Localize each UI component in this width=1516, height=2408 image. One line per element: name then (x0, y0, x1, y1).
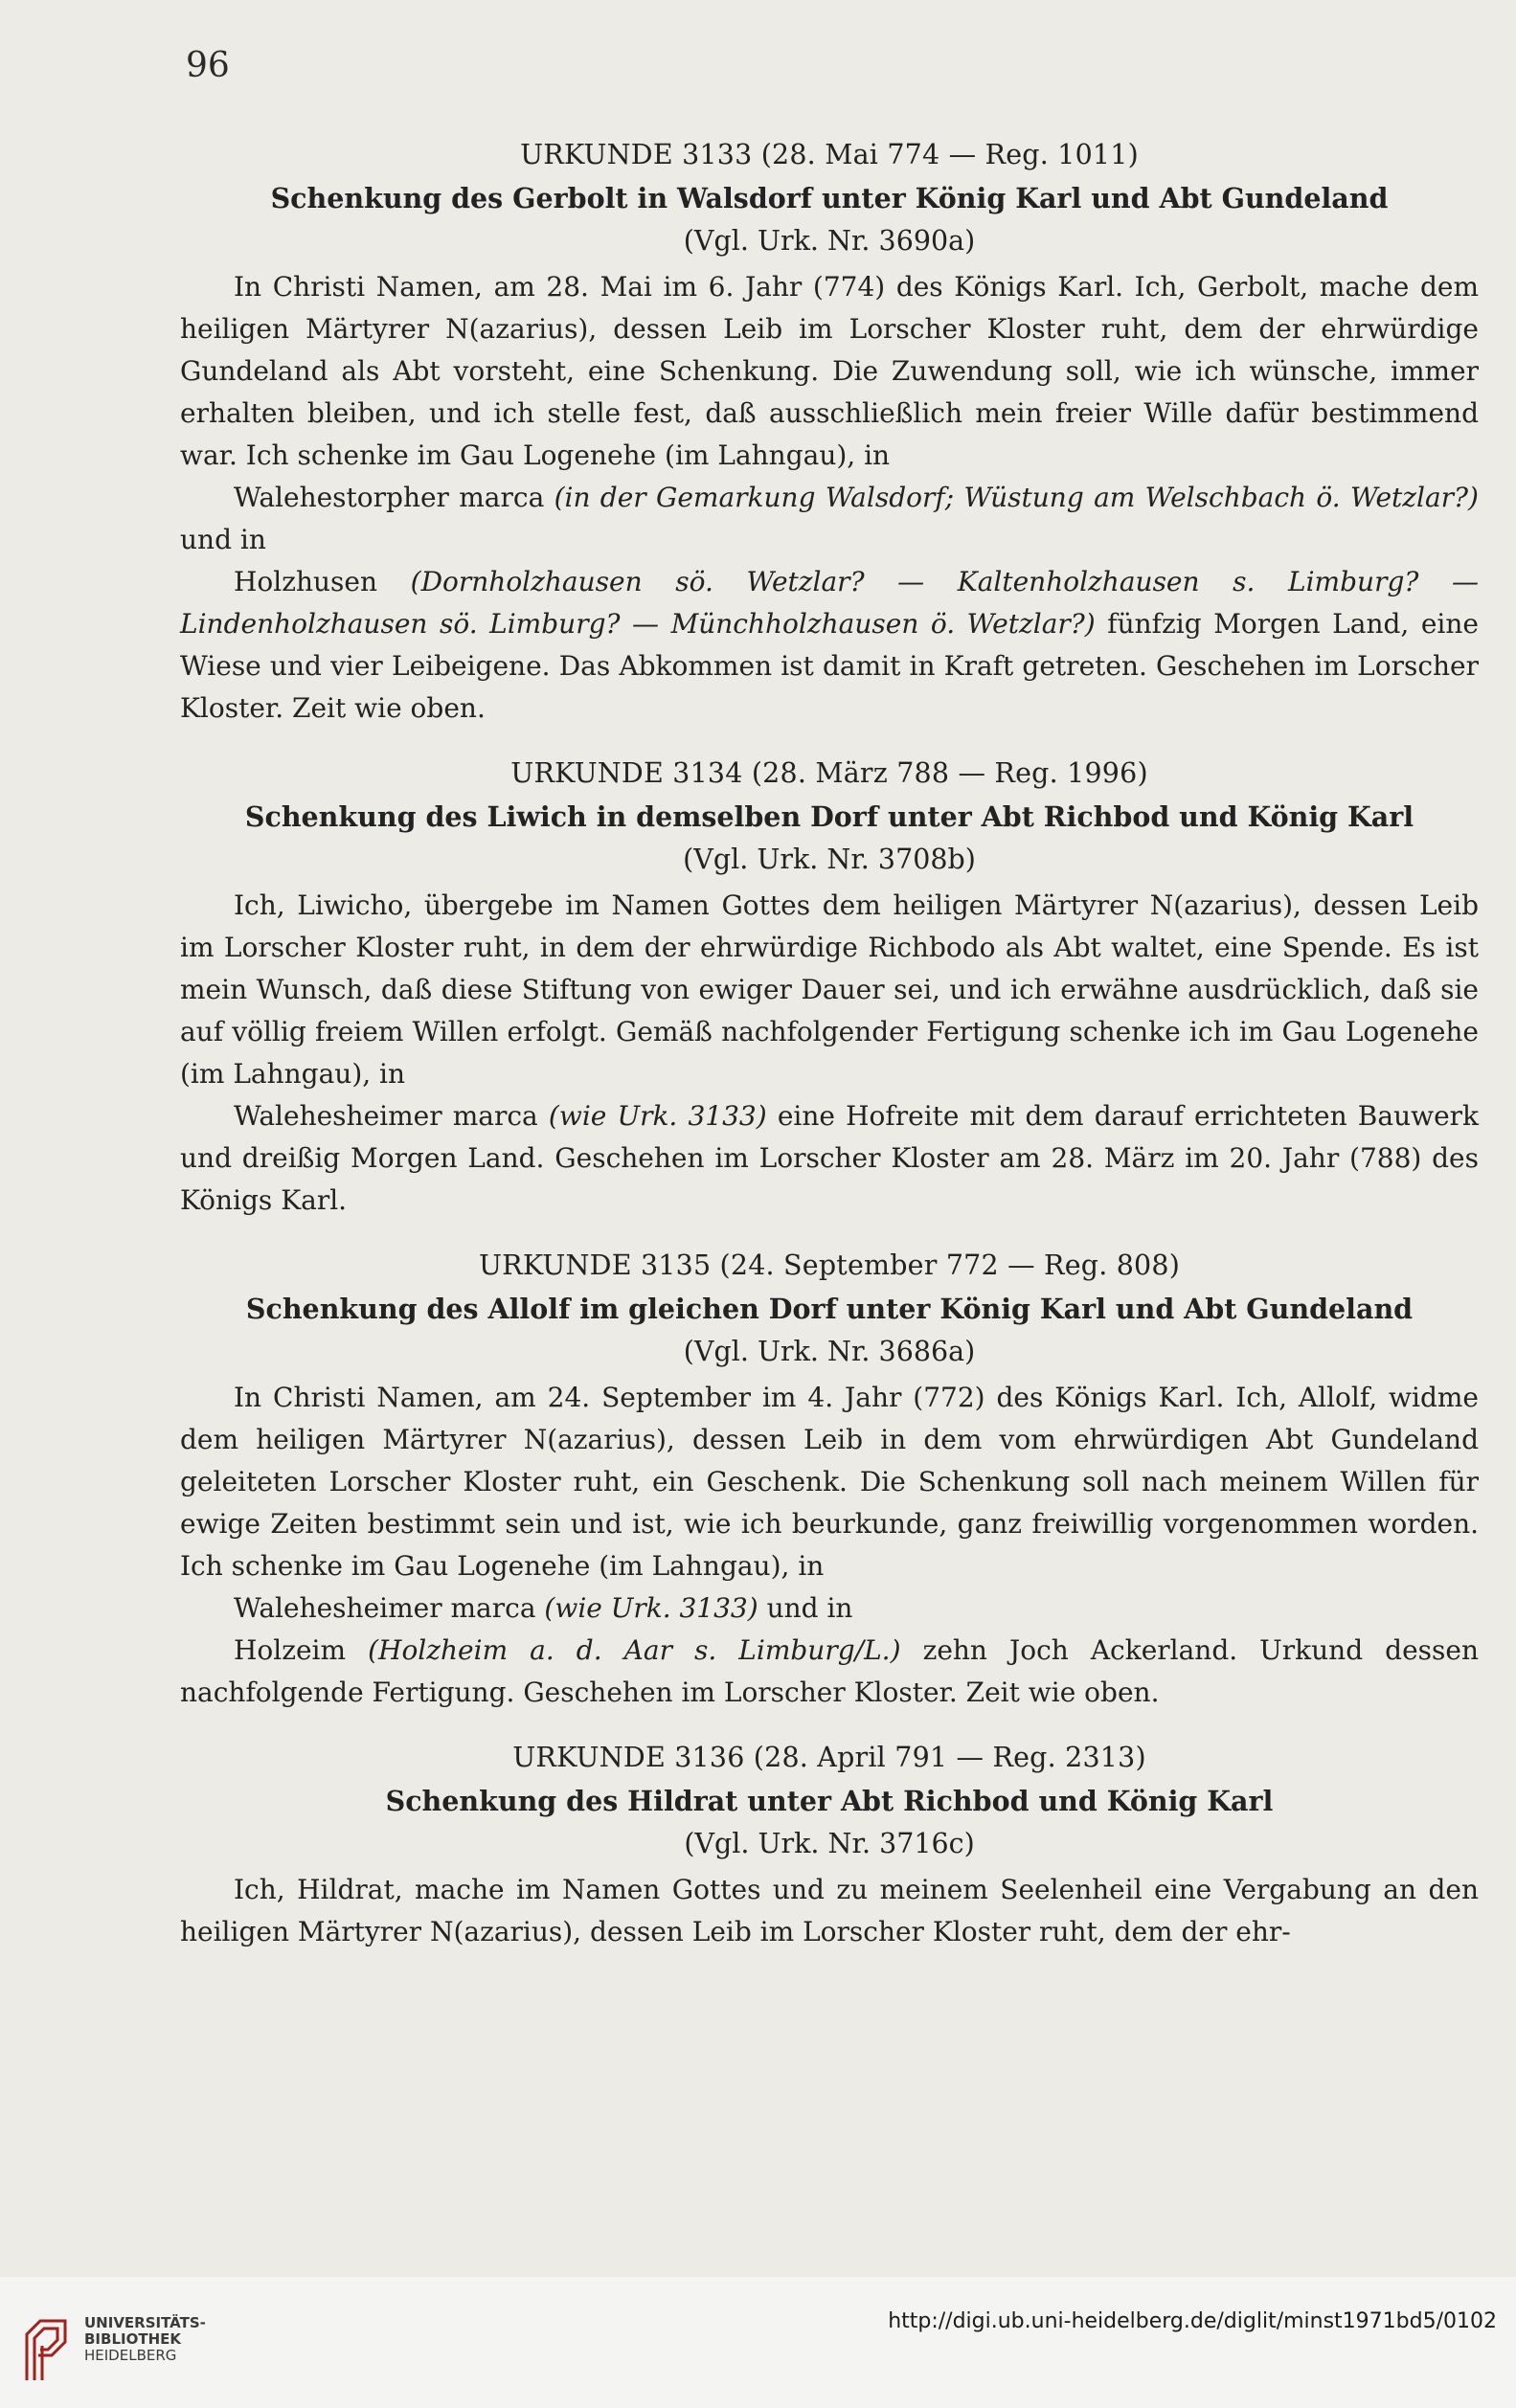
document-reference: (Vgl. Urk. Nr. 3716c) (684, 1828, 975, 1859)
document-body: In Christi Namen, am 28. Mai im 6. Jahr (774) des Königs Karl. Ich, Gerbolt, mache dem heiligen Märtyrer N(azarius), dessen Leib im Lorscher Kloster ruht, dem der ehrwürdige Gundeland als Abt vorsteht, eine Schenkung. Die Zuwendung soll, wie ich wünsche, immer erhalten bleiben, und ich stelle fest, daß ausschließlich mein freier Wille dafür bestimmend war. Ich schenke im Gau Logenehe (im Lahngau), in (180, 271, 1479, 471)
document-reference: (Vgl. Urk. Nr. 3708b) (683, 844, 976, 875)
place-name: Walehesheimer marca (234, 1100, 538, 1132)
document-heading: URKUNDE 3135 (24. September 772 — Reg. 808) (478, 1249, 1181, 1281)
document-3135 (180, 1245, 1479, 1714)
place-text: fünfzig Morgen Land, eine Wiese und vier Leibeigene. Das Abkommen ist damit in Kraft getreten. Geschehen im Lorscher Kloster. Zeit wie oben. (180, 608, 1479, 724)
place-note: (wie Urk. 3133) (548, 1100, 767, 1132)
place-entry (180, 1630, 1479, 1714)
place-note: (wie Urk. 3133) (544, 1592, 758, 1624)
library-name-line: BIBLIOTHEK (84, 2330, 181, 2348)
footer-bar (0, 2277, 1516, 2408)
page-number: 96 (186, 46, 230, 85)
document-body: Ich, Liwicho, übergebe im Namen Gottes dem heiligen Märtyrer N(azarius), dessen Leib im Lorscher Kloster ruht, in dem der ehrwürdige Richbodo als Abt waltet, eine Spende. Es ist mein Wunsch, daß diese Stiftung von ewiger Dauer sei, und ich erwähne ausdrücklich, daß sie auf völlig freiem Willen erfolgt. Gemäß nachfolgender Fertigung schenke ich im Gau Logenehe (im Lahngau), in (180, 889, 1479, 1090)
place-entry (180, 1587, 1479, 1630)
document-3136 (180, 1737, 1479, 1953)
document-title: Schenkung des Liwich in demselben Dorf unter Abt Richbod und König Karl (244, 800, 1414, 833)
place-note: (in der Gemarkung Walsdorf; Wüstung am Welschbach ö. Wetzlar?) (554, 482, 1479, 513)
document-title: Schenkung des Gerbolt in Walsdorf unter König Karl und Abt Gundeland (270, 182, 1389, 214)
place-name: Walehestorpher marca (234, 482, 545, 513)
document-body: Ich, Hildrat, mache im Namen Gottes und zu meinem Seelenheil eine Vergabung an den heiligen Märtyrer N(azarius), dessen Leib im Lorscher Kloster ruht, dem der ehr- (180, 1874, 1479, 1947)
document-heading: URKUNDE 3134 (28. März 788 — Reg. 1996) (510, 757, 1148, 789)
place-text: zehn Joch Ackerland. Urkund dessen nachfolgende Fertigung. Geschehen im Lorscher Kloster. Zeit wie oben. (180, 1634, 1479, 1708)
document-heading: URKUNDE 3136 (28. April 791 — Reg. 2313) (512, 1742, 1146, 1773)
place-entry (180, 561, 1479, 730)
document-heading: URKUNDE 3133 (28. Mai 774 — Reg. 1011) (520, 139, 1139, 170)
page-content (180, 134, 1479, 1976)
place-text: und in (766, 1592, 853, 1624)
document-reference: (Vgl. Urk. Nr. 3686a) (683, 1336, 976, 1367)
library-logo-icon (19, 2313, 73, 2382)
place-name: Walehesheimer marca (234, 1592, 536, 1624)
place-entry (180, 1095, 1479, 1222)
document-title: Schenkung des Allolf im gleichen Dorf unter König Karl und Abt Gundeland (245, 1293, 1414, 1325)
document-title: Schenkung des Hildrat unter Abt Richbod und König Karl (385, 1785, 1274, 1817)
place-note: (Holzheim a. d. Aar s. Limburg/L.) (368, 1634, 901, 1666)
document-3133 (180, 134, 1479, 730)
place-name: Holzhusen (234, 566, 378, 597)
document-reference: (Vgl. Urk. Nr. 3690a) (683, 225, 976, 257)
place-note: (Dornholzhausen sö. Wetzlar? — Kaltenholzhausen s. Limburg? — Lindenholzhausen sö. Limburg? — Münchholzhausen ö. Wetzlar?) (180, 566, 1479, 640)
document-3134 (180, 753, 1479, 1222)
place-text: eine Hofreite mit dem darauf errichteten Bauwerk und dreißig Morgen Land. Geschehen im Lorscher Kloster am 28. März im 20. Jahr (788) des Königs Karl. (180, 1100, 1479, 1216)
place-entry (180, 477, 1479, 561)
place-text: und in (180, 524, 266, 555)
library-name-line: HEIDELBERG (84, 2347, 177, 2364)
library-name (84, 2315, 206, 2364)
document-body: In Christi Namen, am 24. September im 4. Jahr (772) des Königs Karl. Ich, Allolf, widme dem heiligen Märtyrer N(azarius), dessen Leib in dem vom ehrwürdigen Abt Gundeland geleiteten Lorscher Kloster ruht, ein Geschenk. Die Schenkung soll nach meinem Willen für ewige Zeiten bestimmt sein und ist, wie ich beurkunde, ganz freiwillig vorgenommen worden. Ich schenke im Gau Logenehe (im Lahngau), in (180, 1382, 1479, 1582)
place-name: Holzeim (234, 1634, 347, 1666)
source-url-link[interactable]: http://digi.ub.uni-heidelberg.de/diglit/minst1971bd5/0102 (888, 2309, 1497, 2333)
library-name-line: UNIVERSITÄTS- (84, 2314, 206, 2331)
